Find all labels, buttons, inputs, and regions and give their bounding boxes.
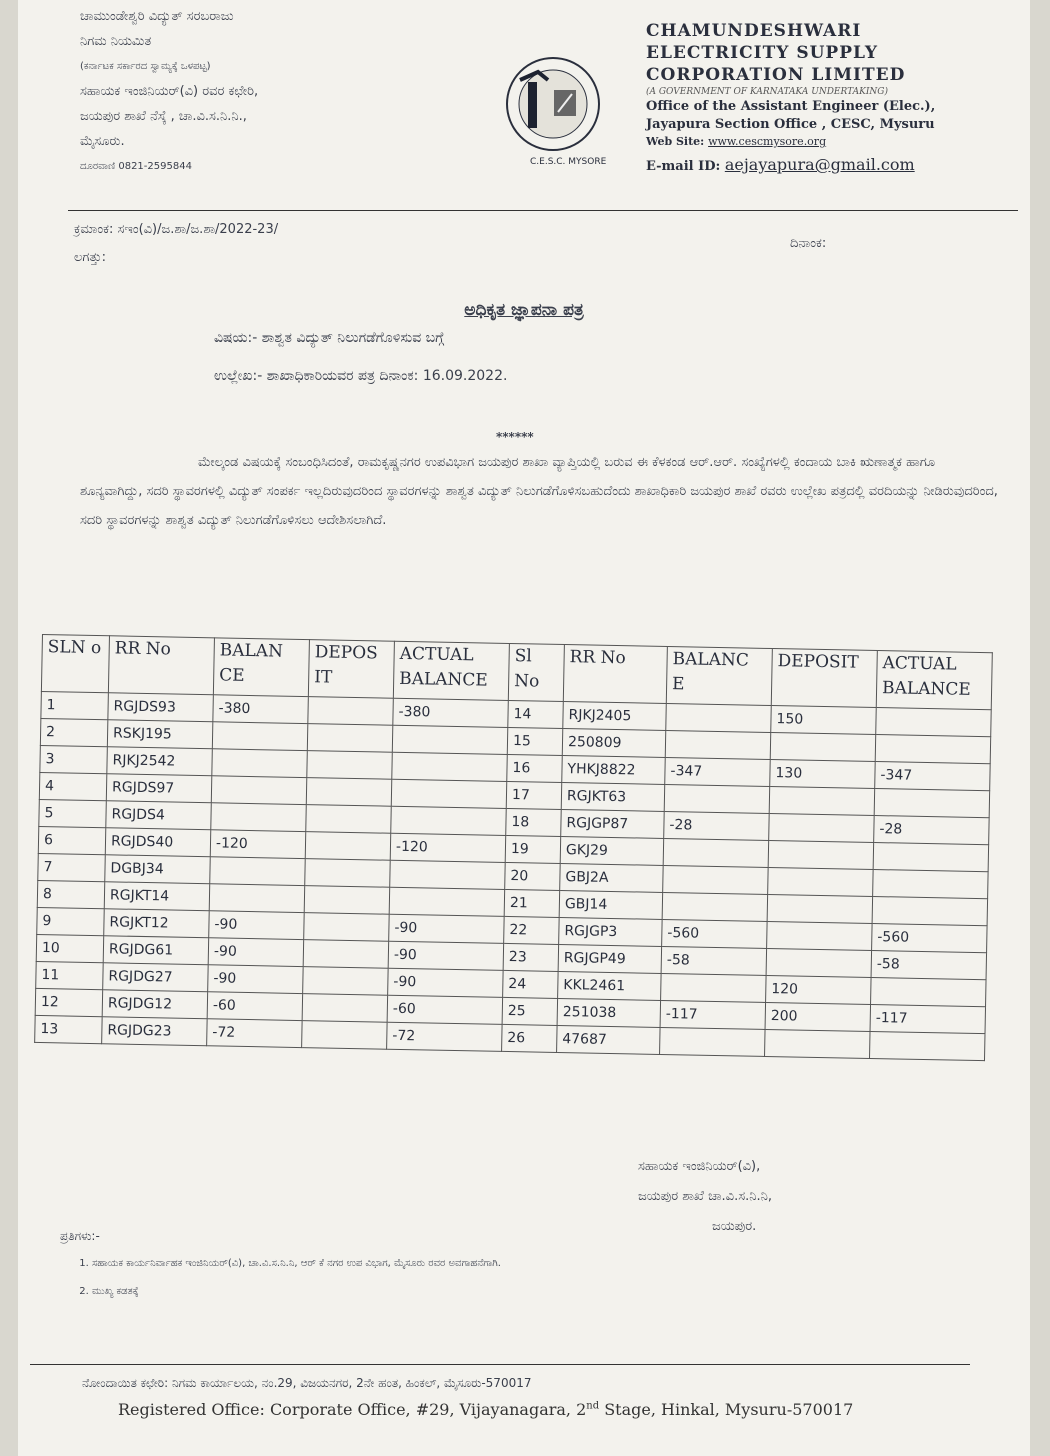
table-cell bbox=[663, 838, 768, 867]
table-cell: -72 bbox=[207, 1019, 303, 1048]
col-header: BALAN CE bbox=[213, 638, 309, 697]
table-cell bbox=[391, 779, 506, 808]
table-cell: 7 bbox=[38, 853, 106, 881]
table-cell bbox=[307, 751, 393, 780]
header-english-block bbox=[646, 20, 935, 178]
table-cell: RGJDS4 bbox=[106, 801, 211, 830]
table-cell bbox=[304, 886, 390, 915]
table-cell: 12 bbox=[35, 988, 103, 1016]
table-cell: -120 bbox=[210, 830, 306, 859]
table-cell bbox=[308, 697, 394, 726]
table-cell: -90 bbox=[389, 914, 504, 943]
signatory-line3: ಜಯಪುರ. bbox=[712, 1219, 757, 1234]
table-cell: -380 bbox=[393, 698, 508, 727]
phone-number: ದೂರವಾಣಿ 0821-2595844 bbox=[80, 161, 192, 172]
table-cell bbox=[871, 977, 986, 1006]
table-cell: -72 bbox=[387, 1022, 502, 1051]
copy-item: 1. ಸಹಾಯಕ ಕಾರ್ಯನಿರ್ವಾಹಕ ಇಂಜಿನಿಯರ್(ವಿ), ಚಾ.ವಿ.ಸ.ನಿ.ನಿ, ಆರ್ ಕೆ ನಗರ ಉಪ ವಿಭಾಗ, ಮೈಸೂರು ರವರ ಅವಗಾಹನೆಗಾಗಿ. bbox=[92, 1250, 501, 1278]
table-cell: -58 bbox=[871, 950, 986, 979]
footer-kannada: ನೋಂದಾಯಿತ ಕಛೇರಿ: ನಿಗಮ ಕಾರ್ಯಾಲಯ, ನಂ.29, ವಿಜಯನಗರ, 2ನೇ ಹಂತ, ಹಿಂಕಲ್, ಮೈಸೂರು-570017 bbox=[82, 1376, 532, 1390]
table-cell: 5 bbox=[39, 799, 107, 827]
table-cell: DGBJ34 bbox=[105, 855, 210, 884]
table-cell: RGJKT12 bbox=[104, 909, 209, 938]
signature-block bbox=[638, 1152, 772, 1242]
company-name-line2: ELECTRICITY SUPPLY bbox=[646, 43, 878, 63]
table-cell bbox=[768, 840, 873, 869]
table-cell: -347 bbox=[665, 757, 770, 786]
table-cell: YHKJ8822 bbox=[562, 756, 665, 785]
table-cell: RGJDG61 bbox=[103, 936, 208, 965]
table-cell bbox=[769, 786, 874, 815]
table-cell bbox=[662, 892, 767, 921]
table-cell: -60 bbox=[207, 992, 303, 1021]
table-cell: 6 bbox=[38, 826, 106, 854]
col-header: DEPOSIT bbox=[771, 649, 877, 708]
table-cell: -90 bbox=[388, 941, 503, 970]
table-cell: RGJDG12 bbox=[102, 990, 207, 1019]
company-name-line1: CHAMUNDESHWARI bbox=[646, 21, 862, 41]
city-kannada: ಮೈಸೂರು. bbox=[80, 134, 125, 149]
table-cell: -120 bbox=[390, 833, 505, 862]
footer-divider bbox=[30, 1364, 970, 1365]
balance-table bbox=[34, 634, 993, 1061]
table-cell: 16 bbox=[507, 754, 563, 782]
website-link[interactable]: www.cescmysore.org bbox=[708, 135, 827, 148]
table-cell: RGJGP3 bbox=[559, 917, 662, 946]
footer-sup: nd bbox=[586, 1400, 600, 1412]
table-cell: 3 bbox=[40, 745, 108, 773]
table-cell: 8 bbox=[37, 880, 105, 908]
col-header: BALANC E bbox=[666, 647, 772, 706]
table-cell: -28 bbox=[874, 816, 989, 845]
email bbox=[646, 154, 935, 178]
table-cell: GBJ14 bbox=[559, 890, 662, 919]
table-cell: 251038 bbox=[557, 998, 660, 1027]
col-header: RR No bbox=[563, 645, 667, 704]
table-cell bbox=[768, 867, 873, 896]
col-header: SLN o bbox=[41, 635, 109, 693]
copy-item: 2. ಮುಖ್ಯ ಕಡತಕ್ಕೆ bbox=[92, 1278, 501, 1306]
table-cell bbox=[766, 948, 871, 977]
table-cell bbox=[870, 1031, 985, 1060]
reference-number: ಕ್ರಮಾಂಕ: ಸಇಂ(ವಿ)/ಜ.ಶಾ/ಜ.ಶಾ/2022-23/ bbox=[74, 222, 279, 237]
cesc-logo bbox=[498, 42, 608, 172]
office-line2: Jayapura Section Office , CESC, Mysuru bbox=[646, 117, 935, 132]
website-label: Web Site: bbox=[646, 135, 705, 148]
table-cell: 200 bbox=[765, 1002, 870, 1031]
table-cell: RSKJ195 bbox=[107, 720, 212, 749]
table-cell: 11 bbox=[36, 961, 104, 989]
table-cell: RGJGP87 bbox=[561, 810, 664, 839]
table-cell: -58 bbox=[661, 946, 766, 975]
table-cell bbox=[209, 884, 305, 913]
separator-stars: ****** bbox=[496, 430, 534, 444]
table-body bbox=[35, 691, 992, 1060]
table-cell bbox=[392, 725, 507, 754]
table-cell bbox=[389, 887, 504, 916]
col-header: ACTUAL BALANCE bbox=[876, 651, 992, 710]
col-header: RR No bbox=[108, 636, 214, 695]
table-cell bbox=[212, 722, 308, 751]
office-line1: Office of the Assistant Engineer (Elec.), bbox=[646, 99, 936, 114]
table-cell: 4 bbox=[39, 772, 107, 800]
table-cell: -28 bbox=[664, 811, 769, 840]
footer-text-a: Registered Office: Corporate Office, #29, Vijayanagara, 2 bbox=[118, 1400, 587, 1419]
table-cell: -90 bbox=[209, 911, 305, 940]
table-cell: 21 bbox=[504, 889, 560, 917]
table-cell: 120 bbox=[766, 975, 871, 1004]
table-cell bbox=[661, 973, 766, 1002]
table-cell: -117 bbox=[660, 1000, 765, 1029]
table-cell: 22 bbox=[504, 916, 560, 944]
table-cell bbox=[211, 803, 307, 832]
col-header: ACTUAL BALANCE bbox=[393, 641, 509, 700]
table-cell: 17 bbox=[506, 781, 562, 809]
table-cell bbox=[872, 896, 987, 925]
table-cell bbox=[770, 733, 875, 762]
table-cell bbox=[212, 749, 308, 778]
table-cell bbox=[874, 789, 989, 818]
table-cell: 2 bbox=[40, 718, 108, 746]
copies-label: ಪ್ರತಿಗಳು:- bbox=[60, 1229, 100, 1243]
header-divider bbox=[68, 210, 1018, 211]
enclosure-label: ಲಗತ್ತು: bbox=[74, 250, 106, 265]
signatory-line2: ಜಯಪುರ ಶಾಖೆ ಚಾ.ವಿ.ಸ.ನಿ.ನಿ, bbox=[638, 1189, 772, 1204]
org-type-kannada: ನಿಗಮ ನಿಯಮಿತ bbox=[80, 34, 152, 49]
table-cell bbox=[211, 776, 307, 805]
table-cell bbox=[660, 1027, 765, 1056]
table-cell bbox=[303, 940, 389, 969]
table-cell: 18 bbox=[506, 808, 562, 836]
table-cell: RGJDG23 bbox=[102, 1017, 207, 1046]
table-cell bbox=[875, 735, 990, 764]
table-cell: RGJDS93 bbox=[108, 693, 213, 722]
copies-block bbox=[60, 1222, 501, 1306]
table-cell bbox=[392, 752, 507, 781]
table-cell: 130 bbox=[770, 760, 875, 789]
footer-text-b: Stage, Hinkal, Mysuru-570017 bbox=[599, 1400, 854, 1419]
table-cell: -90 bbox=[208, 965, 304, 994]
logo-text: C.E.S.C. MYSORE bbox=[530, 157, 607, 167]
table-cell bbox=[391, 806, 506, 835]
table-cell: 1 bbox=[41, 691, 109, 719]
table-cell: 20 bbox=[505, 862, 561, 890]
table-cell bbox=[305, 832, 391, 861]
table-cell: GBJ2A bbox=[560, 863, 663, 892]
table-cell: -60 bbox=[387, 995, 502, 1024]
document-page bbox=[18, 0, 1030, 1456]
table-cell bbox=[302, 994, 388, 1023]
table-cell bbox=[873, 843, 988, 872]
table-cell: 13 bbox=[35, 1015, 103, 1043]
subject-line: ವಿಷಯ:- ಶಾಶ್ವತ ವಿದ್ಯುತ್ ನಿಲುಗಡೆಗೊಳಿಸುವ ಬಗ್ಗೆ bbox=[214, 330, 445, 346]
table-cell bbox=[303, 967, 389, 996]
table-cell: -380 bbox=[213, 695, 309, 724]
table-cell bbox=[767, 921, 872, 950]
table-cell bbox=[876, 708, 991, 737]
table-cell: RGJDS97 bbox=[106, 774, 211, 803]
table-cell: KKL2461 bbox=[558, 971, 661, 1000]
office-kannada-line2: ಜಯಪುರ ಶಾಖೆ ನೆಸ್ಕೆ , ಚಾ.ವಿ.ಸ.ನಿ.ನಿ., bbox=[80, 109, 247, 124]
table-cell: 9 bbox=[37, 907, 105, 935]
company-name-line3: CORPORATION LIMITED bbox=[646, 65, 906, 85]
document-title: ಅಧಿಕೃತ ಜ್ಞಾಪನಾ ಪತ್ರ bbox=[464, 300, 584, 320]
email-link[interactable]: aejayapura@gmail.com bbox=[724, 155, 915, 174]
table-cell: 15 bbox=[507, 727, 563, 755]
table-cell: 19 bbox=[505, 835, 561, 863]
org-name-kannada: ಚಾಮುಂಡೇಶ್ವರಿ ವಿದ್ಯುತ್ ಸರಬರಾಜು bbox=[80, 9, 234, 24]
table-cell bbox=[306, 778, 392, 807]
table-cell bbox=[769, 813, 874, 842]
table-cell bbox=[307, 724, 393, 753]
table-cell: 250809 bbox=[562, 729, 665, 758]
table-cell: RGJKT63 bbox=[561, 783, 664, 812]
table-cell: 150 bbox=[771, 706, 876, 735]
table-cell bbox=[765, 1029, 870, 1058]
table-cell bbox=[210, 857, 306, 886]
table-cell: GKJ29 bbox=[560, 836, 663, 865]
email-label: E-mail ID: bbox=[646, 159, 721, 174]
body-paragraph: ಮೇಲ್ಕಂಡ ವಿಷಯಕ್ಕೆ ಸಂಬಂಧಿಸಿದಂತೆ, ರಾಮಕೃಷ್ಣನಗರ ಉಪವಿಭಾಗ ಜಯಪುರ ಶಾಖಾ ವ್ಯಾಪ್ತಿಯಲ್ಲಿ ಬರುವ ಈ ಕೆಳಕಂಡ ಆರ್.ಆರ್. ಸಂಖ್ಯೆಗಳಲ್ಲಿ ಕಂದಾಯ ಬಾಕಿ ಋಣಾತ್ಮಕ ಹಾಗೂ ಶೂನ್ಯವಾಗಿದ್ದು, ಸದರಿ ಸ್ಥಾವರಗಳಲ್ಲಿ ವಿದ್ಯುತ್ ಸಂಪರ್ಕ ಇಲ್ಲದಿರುವುದರಿಂದ ಸ್ಥಾವರಗಳನ್ನು ಶಾಶ್ವತ ವಿದ್ಯುತ್ ನಿಲುಗಡೆಗೊಳಿಸಬಹುದೆಂದು ಶಾಖಾಧಿಕಾರಿ ಜಯಪುರ ಶಾಖೆ ರವರು ಉಲ್ಲೇಖ ಪತ್ರದಲ್ಲಿ ವರದಿಯನ್ನು ನೀಡಿರುವುದರಿಂದ, ಸದರಿ ಸ್ಥಾವರಗಳನ್ನು ಶಾಶ್ವತ ವಿದ್ಯುತ್ ನಿಲುಗಡೆಗೊಳಿಸಲು ಆದೇಶಿಸಲಾಗಿದೆ. bbox=[80, 455, 998, 528]
table-cell: 14 bbox=[508, 700, 564, 728]
table-cell: RGJGP49 bbox=[558, 944, 661, 973]
table-cell bbox=[305, 859, 391, 888]
table-cell: 25 bbox=[502, 997, 558, 1025]
table-cell: -347 bbox=[875, 762, 990, 791]
table-cell: RJKJ2405 bbox=[563, 702, 666, 731]
table-cell bbox=[664, 784, 769, 813]
table-cell: -560 bbox=[662, 919, 767, 948]
table-cell bbox=[304, 913, 390, 942]
table-cell bbox=[767, 894, 872, 923]
table-cell: RGJDG27 bbox=[103, 963, 208, 992]
table-cell bbox=[663, 865, 768, 894]
table-cell: 26 bbox=[502, 1024, 558, 1052]
table-cell: -90 bbox=[208, 938, 304, 967]
table-cell: 23 bbox=[503, 943, 559, 971]
footer-registered-office bbox=[118, 1400, 853, 1419]
table-cell bbox=[665, 730, 770, 759]
table-cell bbox=[306, 805, 392, 834]
table-cell: RGJKT14 bbox=[104, 882, 209, 911]
header-kannada-block bbox=[80, 4, 258, 179]
table-cell: -560 bbox=[872, 923, 987, 952]
table-cell: -117 bbox=[870, 1004, 985, 1033]
table-cell bbox=[666, 703, 771, 732]
table-cell bbox=[302, 1021, 388, 1050]
reference-line: ಉಲ್ಲೇಖ:- ಶಾಖಾಧಿಕಾರಿಯವರ ಪತ್ರ ದಿನಾಂಕ: 16.09.2022. bbox=[214, 368, 508, 384]
table-cell: RGJDS40 bbox=[105, 828, 210, 857]
table-cell bbox=[390, 860, 505, 889]
gov-undertaking: (A GOVERNMENT OF KARNATAKA UNDERTAKING) bbox=[646, 87, 888, 97]
signatory-line1: ಸಹಾಯಕ ಇಂಜಿನಿಯರ್(ವಿ), bbox=[638, 1159, 761, 1174]
website bbox=[646, 134, 935, 150]
col-header: Sl No bbox=[508, 643, 564, 701]
date-label: ದಿನಾಂಕ: bbox=[790, 236, 827, 251]
table-cell: -90 bbox=[388, 968, 503, 997]
table-cell: 10 bbox=[36, 934, 104, 962]
table-cell bbox=[873, 869, 988, 898]
col-header: DEPOS IT bbox=[308, 640, 394, 699]
table-cell: 24 bbox=[503, 970, 559, 998]
office-kannada-line1: ಸಹಾಯಕ ಇಂಜಿನಿಯರ್(ವಿ) ರವರ ಕಛೇರಿ, bbox=[80, 84, 259, 99]
gov-undertaking-kannada: (ಕರ್ನಾಟಕ ಸರ್ಕಾರದ ಸ್ವಾಮ್ಯಕ್ಕೆ ಒಳಪಟ್ಟ) bbox=[80, 61, 211, 72]
table-cell: RJKJ2542 bbox=[107, 747, 212, 776]
table-cell: 47687 bbox=[557, 1025, 660, 1054]
